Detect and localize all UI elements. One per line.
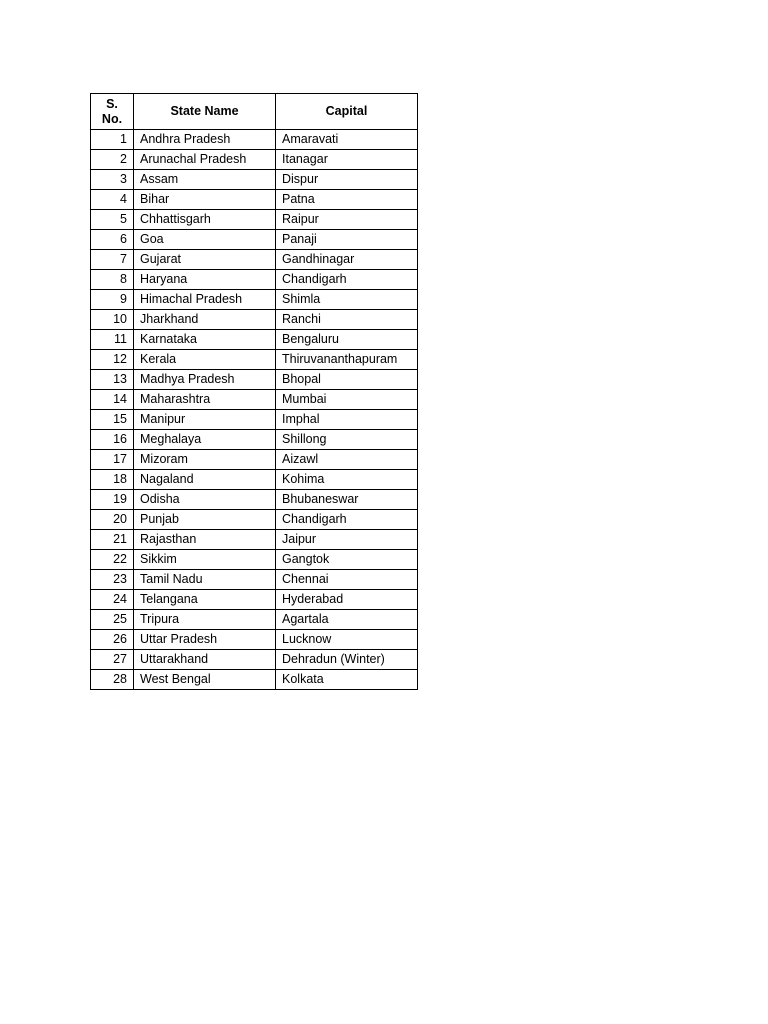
cell-serial-number: 9 [91,290,134,310]
table-header [91,94,418,130]
header-row [91,94,418,130]
cell-capital: Kolkata [276,670,418,690]
states-capitals-table [90,93,418,690]
table-row [91,570,418,590]
cell-serial-number: 19 [91,490,134,510]
cell-state-name: Nagaland [134,470,276,490]
table-row [91,410,418,430]
cell-state-name: Jharkhand [134,310,276,330]
cell-capital: Chandigarh [276,270,418,290]
cell-state-name: Chhattisgarh [134,210,276,230]
cell-serial-number: 3 [91,170,134,190]
cell-capital: Aizawl [276,450,418,470]
table-row [91,270,418,290]
cell-capital: Mumbai [276,390,418,410]
cell-state-name: Punjab [134,510,276,530]
cell-serial-number: 16 [91,430,134,450]
cell-capital: Shimla [276,290,418,310]
cell-serial-number: 4 [91,190,134,210]
table-row [91,530,418,550]
cell-capital: Lucknow [276,630,418,650]
cell-state-name: Madhya Pradesh [134,370,276,390]
header-state-name: State Name [134,94,276,130]
table-row [91,130,418,150]
cell-capital: Thiruvananthapuram [276,350,418,370]
cell-capital: Imphal [276,410,418,430]
table-row [91,250,418,270]
cell-state-name: Sikkim [134,550,276,570]
cell-serial-number: 11 [91,330,134,350]
table-row [91,170,418,190]
table-row [91,330,418,350]
cell-serial-number: 12 [91,350,134,370]
cell-capital: Gandhinagar [276,250,418,270]
cell-state-name: Bihar [134,190,276,210]
cell-state-name: Tamil Nadu [134,570,276,590]
table-row [91,650,418,670]
cell-serial-number: 28 [91,670,134,690]
table-row [91,350,418,370]
cell-capital: Hyderabad [276,590,418,610]
table-row [91,550,418,570]
cell-state-name: Himachal Pradesh [134,290,276,310]
table-row [91,390,418,410]
cell-serial-number: 18 [91,470,134,490]
header-capital: Capital [276,94,418,130]
cell-serial-number: 14 [91,390,134,410]
cell-state-name: Gujarat [134,250,276,270]
cell-state-name: Maharashtra [134,390,276,410]
cell-serial-number: 24 [91,590,134,610]
cell-serial-number: 1 [91,130,134,150]
cell-serial-number: 25 [91,610,134,630]
cell-state-name: Uttarakhand [134,650,276,670]
cell-serial-number: 17 [91,450,134,470]
cell-serial-number: 13 [91,370,134,390]
cell-serial-number: 2 [91,150,134,170]
cell-state-name: Telangana [134,590,276,610]
table-row [91,190,418,210]
table-row [91,230,418,250]
cell-capital: Gangtok [276,550,418,570]
cell-capital: Patna [276,190,418,210]
cell-capital: Dispur [276,170,418,190]
cell-serial-number: 22 [91,550,134,570]
cell-state-name: Manipur [134,410,276,430]
cell-capital: Chennai [276,570,418,590]
cell-capital: Ranchi [276,310,418,330]
table-row [91,510,418,530]
cell-state-name: Meghalaya [134,430,276,450]
cell-state-name: Karnataka [134,330,276,350]
table-row [91,310,418,330]
cell-capital: Chandigarh [276,510,418,530]
table-row [91,290,418,310]
cell-state-name: Odisha [134,490,276,510]
cell-serial-number: 8 [91,270,134,290]
table-row [91,630,418,650]
table-row [91,430,418,450]
cell-capital: Itanagar [276,150,418,170]
cell-serial-number: 23 [91,570,134,590]
cell-capital: Bhopal [276,370,418,390]
cell-serial-number: 21 [91,530,134,550]
cell-capital: Raipur [276,210,418,230]
table-row [91,450,418,470]
cell-serial-number: 15 [91,410,134,430]
cell-state-name: Haryana [134,270,276,290]
cell-state-name: Assam [134,170,276,190]
cell-capital: Kohima [276,470,418,490]
cell-state-name: Mizoram [134,450,276,470]
table-row [91,210,418,230]
cell-state-name: Andhra Pradesh [134,130,276,150]
cell-serial-number: 5 [91,210,134,230]
cell-serial-number: 7 [91,250,134,270]
cell-capital: Dehradun (Winter) [276,650,418,670]
cell-capital: Bhubaneswar [276,490,418,510]
cell-serial-number: 26 [91,630,134,650]
cell-state-name: Arunachal Pradesh [134,150,276,170]
cell-capital: Shillong [276,430,418,450]
table-row [91,470,418,490]
cell-state-name: Rajasthan [134,530,276,550]
cell-serial-number: 20 [91,510,134,530]
cell-state-name: Kerala [134,350,276,370]
table-row [91,490,418,510]
table-row [91,590,418,610]
cell-serial-number: 6 [91,230,134,250]
cell-capital: Bengaluru [276,330,418,350]
table-row [91,610,418,630]
header-serial-number: S. No. [91,94,134,130]
cell-capital: Jaipur [276,530,418,550]
cell-state-name: Uttar Pradesh [134,630,276,650]
table-row [91,370,418,390]
cell-capital: Agartala [276,610,418,630]
cell-serial-number: 27 [91,650,134,670]
table-body [91,130,418,690]
table-row [91,150,418,170]
cell-state-name: Tripura [134,610,276,630]
cell-capital: Panaji [276,230,418,250]
cell-serial-number: 10 [91,310,134,330]
cell-capital: Amaravati [276,130,418,150]
cell-state-name: Goa [134,230,276,250]
cell-state-name: West Bengal [134,670,276,690]
table-row [91,670,418,690]
